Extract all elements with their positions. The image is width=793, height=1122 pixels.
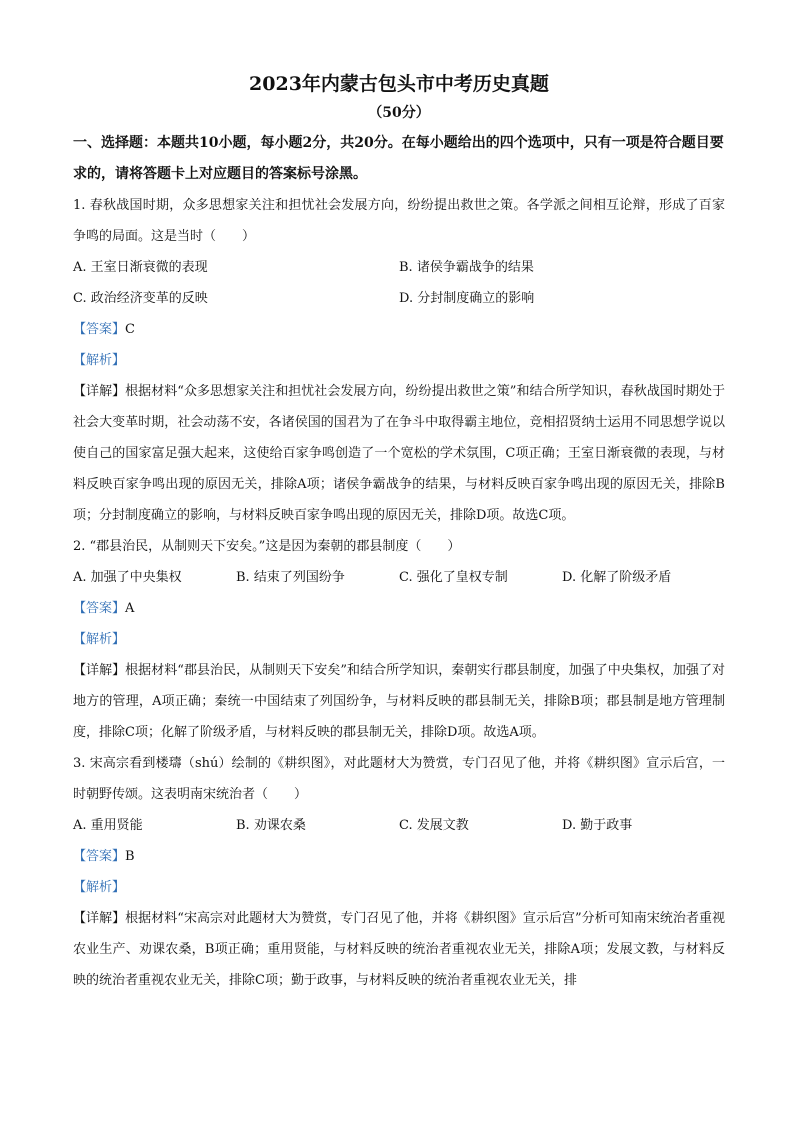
question-1 [73, 190, 725, 531]
total-score: （50分） [368, 105, 430, 121]
option-c: C. 政治经济变革的反映 [73, 291, 208, 306]
option-row [73, 252, 725, 283]
detail-text: 根据材料“郡县治民，从制则天下安矣”和结合所学知识，秦朝实行郡县制度，加强了中央集权，加强了对地方的管理，A项正确；秦统一中国结束了列国纷争，与材料反映的郡县制无关，排除B项；郡县制是地方管理制度，排除C项；化解了阶级矛盾，与材料反映的郡县制无关，排除D项。故选A项。 [73, 663, 725, 740]
question-stem: 1. 春秋战国时期，众多思想家关注和担忧社会发展方向，纷纷提出救世之策。各学派之间相互论辩，形成了百家争鸣的局面。这是当时（ ） [73, 198, 725, 244]
detail-label: 【详解】 [73, 911, 126, 926]
option-b: B. 诸侯争霸战争的结果 [399, 260, 534, 275]
option-row [73, 283, 725, 314]
analysis-line [73, 872, 725, 903]
analysis-label: 【解析】 [73, 353, 126, 368]
option-a: A. 重用贤能 [73, 818, 143, 833]
detail-text: 根据材料“众多思想家关注和担忧社会发展方向，纷纷提出救世之策”和结合所学知识，春秋战国时期处于社会大变革时期，社会动荡不安，各诸侯国的国君为了在争斗中取得霸主地位，竞相招贤纳士运用不同思想学说以使自己的国家富足强大起来，这使给百家争鸣创造了一个宽松的学术氛围，C项正确；王室日渐衰微的表现，与材料反映百家争鸣出现的原因无关，排除A项；诸侯争霸战争的结果，与材料反映百家争鸣出现的原因无关，排除B项；分封制度确立的影响，与材料反映百家争鸣出现的原因无关，排除D项。故选C项。 [73, 384, 725, 523]
answer-value: C [125, 322, 135, 337]
answer-value: A [125, 601, 135, 616]
option-a: A. 加强了中央集权 [73, 570, 182, 585]
analysis-line [73, 624, 725, 655]
answer-line [73, 841, 725, 872]
analysis-label: 【解析】 [73, 632, 126, 647]
analysis-line [73, 345, 725, 376]
question-stem: 3. 宋高宗看到楼璹（shú）绘制的《耕织图》，对此题材大为赞赏，专门召见了他，并将《耕织图》宣示后宫，一时朝野传颂。这表明南宋统治者（ ） [73, 756, 725, 802]
question-stem: 2. “郡县治民，从制则天下安矣。”这是因为秦朝的郡县制度（ ） [73, 539, 461, 554]
detail-paragraph [73, 903, 725, 996]
option-d: D. 分封制度确立的影响 [399, 291, 535, 306]
answer-line [73, 314, 725, 345]
option-row [73, 810, 725, 841]
option-a: A. 王室日渐衰微的表现 [73, 260, 208, 275]
detail-text: 根据材料“宋高宗对此题材大为赞赏，专门召见了他，并将《耕织图》宣示后宫”分析可知南宋统治者重视农业生产、劝课农桑，B项正确；重用贤能，与材料反映的统治者重视农业无关，排除A项；发展文教，与材料反映的统治者重视农业无关，排除C项；勤于政事，与材料反映的统治者重视农业无关，排 [73, 911, 725, 988]
option-d: D. 勤于政事 [562, 818, 633, 833]
question-2 [73, 531, 725, 748]
option-b: B. 结束了列国纷争 [236, 570, 345, 585]
option-b: B. 劝课农桑 [236, 818, 306, 833]
analysis-label: 【解析】 [73, 880, 126, 895]
detail-paragraph [73, 655, 725, 748]
question-3 [73, 748, 725, 996]
answer-line [73, 593, 725, 624]
detail-label: 【详解】 [73, 384, 126, 399]
option-d: D. 化解了阶级矛盾 [562, 570, 672, 585]
answer-value: B [125, 849, 135, 864]
page-title: 2023年内蒙古包头市中考历史真题 [249, 73, 549, 95]
option-row [73, 562, 725, 593]
answer-label: 【答案】 [73, 849, 126, 864]
detail-label: 【详解】 [73, 663, 126, 678]
answer-label: 【答案】 [73, 322, 126, 337]
option-c: C. 发展文教 [399, 818, 469, 833]
section-heading: 一、选择题：本题共10小题，每小题2分，共20分。在每小题给出的四个选项中，只有一项是符合题目要求的，请将答题卡上对应题目的答案标号涂黑。 [73, 135, 724, 182]
exam-page [73, 68, 725, 996]
detail-paragraph [73, 376, 725, 531]
option-c: C. 强化了皇权专制 [399, 570, 508, 585]
answer-label: 【答案】 [73, 601, 126, 616]
